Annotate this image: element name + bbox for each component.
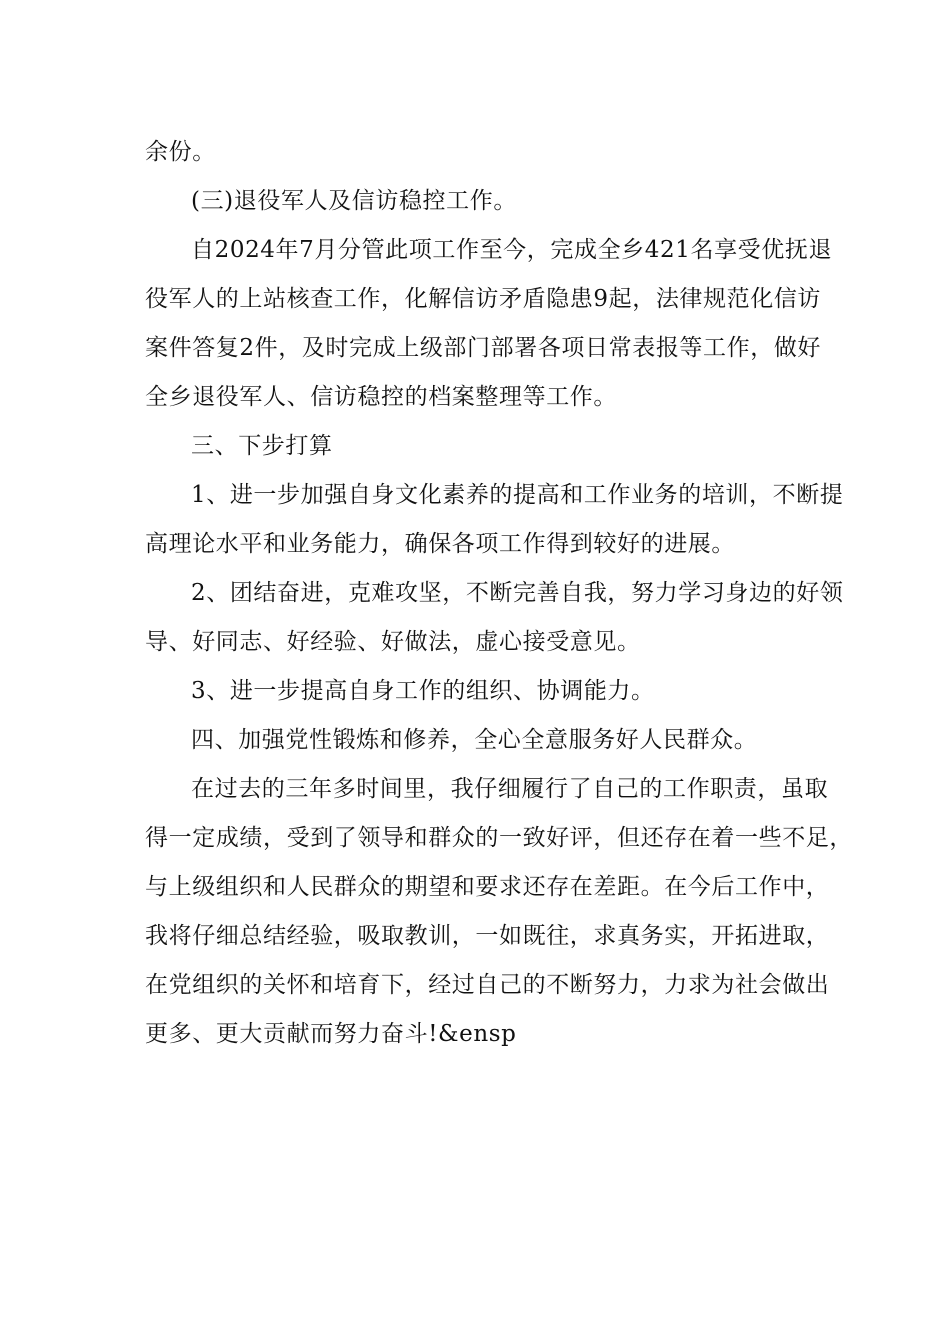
paragraph-line: 在党组织的关怀和培育下，经过自己的不断努力，力求为社会做出 bbox=[145, 972, 830, 998]
paragraph-line: 自2024年7月分管此项工作至今，完成全乡421名享受优抚退 bbox=[191, 237, 833, 263]
text-line-continuation: 余份。 bbox=[145, 139, 216, 165]
section-heading-veterans: (三)退役军人及信访稳控工作。 bbox=[191, 188, 517, 214]
list-item-line: 导、好同志、好经验、好做法，虚心接受意见。 bbox=[145, 629, 641, 655]
paragraph-line: 全乡退役军人、信访稳控的档案整理等工作。 bbox=[145, 384, 617, 410]
paragraph-line: 得一定成绩，受到了领导和群众的一致好评，但还存在着一些不足， bbox=[145, 825, 853, 851]
list-item-line: 2、团结奋进，克难攻坚，不断完善自我，努力学习身边的好领 bbox=[191, 580, 844, 606]
list-item-line: 1、进一步加强自身文化素养的提高和工作业务的培训，不断提 bbox=[191, 482, 844, 508]
list-item-line: 3、进一步提高自身工作的组织、协调能力。 bbox=[191, 678, 655, 704]
paragraph-line: 与上级组织和人民群众的期望和要求还存在差距。在今后工作中， bbox=[145, 874, 830, 900]
paragraph-line: 役军人的上站核查工作，化解信访矛盾隐患9起，法律规范化信访 bbox=[145, 286, 822, 312]
paragraph-line: 案件答复2件，及时完成上级部门部署各项日常表报等工作，做好 bbox=[145, 335, 822, 361]
section-heading-next-steps: 三、下步打算 bbox=[191, 433, 333, 459]
section-heading-party: 四、加强党性锻炼和修养，全心全意服务好人民群众。 bbox=[191, 727, 758, 753]
list-item-line: 高理论水平和业务能力，确保各项工作得到较好的进展。 bbox=[145, 531, 735, 557]
paragraph-line: 更多、更大贡献而努力奋斗!&ensp bbox=[145, 1021, 517, 1047]
paragraph-line: 我将仔细总结经验，吸取教训，一如既往，求真务实，开拓进取， bbox=[145, 923, 830, 949]
document-body bbox=[145, 128, 853, 1059]
paragraph-line: 在过去的三年多时间里，我仔细履行了自己的工作职责，虽取 bbox=[191, 776, 829, 802]
